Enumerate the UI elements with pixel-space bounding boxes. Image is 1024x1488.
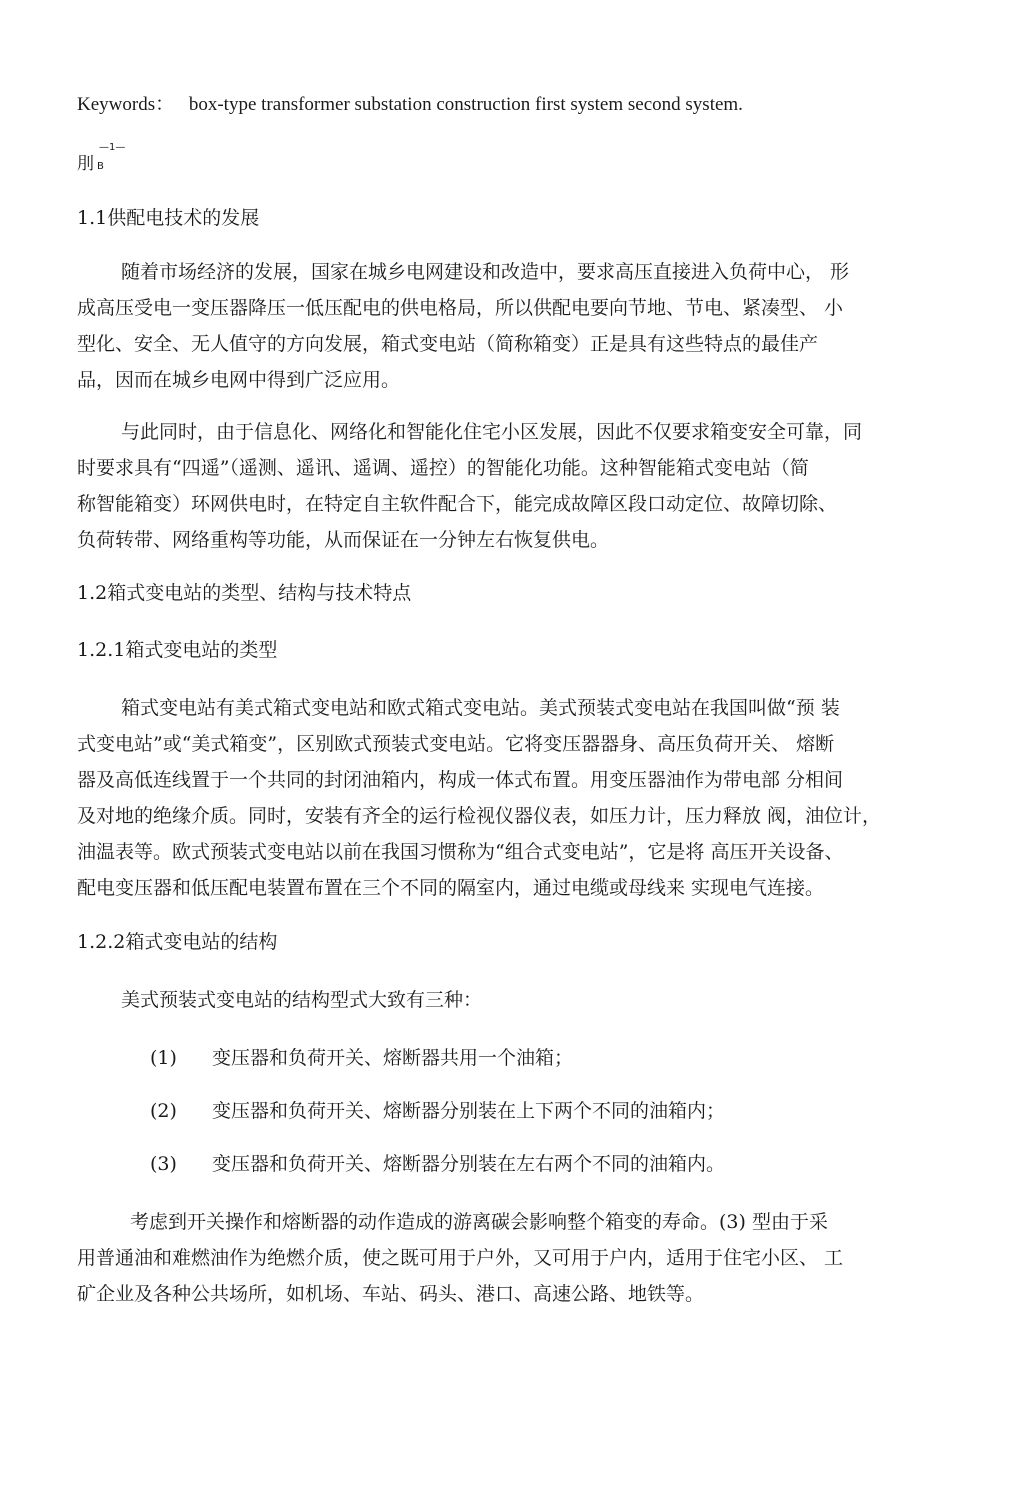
list-item-number: (1) [150,1047,177,1069]
paragraph-structure-intro [77,982,957,1018]
section-heading-1-2: 1.2箱式变电站的类型、结构与技术特点 [77,582,412,604]
paragraph-line: 器及高低连线置于一个共同的封闭油箱内，构成一体式布置。用变压器油作为带电部 分相间 [77,769,844,791]
list-item-number: (3) [150,1153,177,1175]
list-item [150,1152,725,1176]
list-item-number: (2) [150,1100,177,1122]
paragraph-line: 式变电站”或“美式箱变”，区别欧式预装式变电站。它将变压器器身、高压负荷开关、 熔断 [77,733,835,755]
list-item-text: 变压器和负荷开关、熔断器分别装在左右两个不同的油箱内。 [212,1153,726,1175]
paragraph-line: 成高压受电一变压器降压一低压配电的供电格局，所以供配电要向节地、节电、紧凑型、 小 [77,297,844,319]
paragraph-line: 及对地的绝缘介质。同时，安装有齐全的运行检视仪器仪表，如压力计，压力释放 阀，油位计， [77,805,882,827]
foreword-superscript: —1— [99,142,126,153]
paragraph-line: 矿企业及各种公共场所，如机场、车站、码头、港口、高速公路、地铁等。 [77,1283,705,1305]
section-heading-1-2-1: 1.2.1箱式变电站的类型 [77,639,278,661]
paragraph-line: 配电变压器和低压配电装置布置在三个不同的隔室内，通过电缆或母线来 实现电气连接。 [77,877,825,899]
list-item [150,1046,573,1070]
paragraph-line: 称智能箱变）环网供电时，在特定自主软件配合下，能完成故障区段口动定位、故障切除、 [77,493,838,515]
paragraph-intelligent-substation [77,414,957,558]
paragraph-line: 型化、安全、无人值守的方向发展，箱式变电站（简称箱变）正是具有这些特点的最佳产 [77,333,819,355]
paragraph-line: 与此同时，由于信息化、网络化和智能化住宅小区发展，因此不仅要求箱变安全可靠，同 [121,421,863,443]
section-heading-1-2-2: 1.2.2箱式变电站的结构 [77,931,278,953]
keywords-text: box-type transformer substation construction first system second system. [188,94,743,115]
paragraph-power-supply-development [77,254,957,398]
foreword-main: 刖 [77,154,94,174]
list-item-text: 变压器和负荷开关、熔断器分别装在上下两个不同的油箱内； [212,1100,726,1122]
foreword-subscript: B [97,161,104,172]
paragraph-line: 负荷转带、网络重构等功能，从而保证在一分钟左右恢复供电。 [77,529,610,551]
foreword-heading [77,142,157,176]
paragraph-substation-types [77,690,957,906]
list-item [150,1099,725,1123]
paragraph-line: 美式预装式变电站的结构型式大致有三种： [121,989,483,1011]
keywords-line [77,93,743,117]
paragraph-line: 随着市场经济的发展，国家在城乡电网建设和改造中，要求高压直接进入负荷中心， 形 [121,261,850,283]
paragraph-line: 箱式变电站有美式箱式变电站和欧式箱式变电站。美式预装式变电站在我国叫做“预 装 [121,697,840,719]
paragraph-line: 时要求具有“四遥”（遥测、遥讯、遥调、遥控）的智能化功能。这种智能箱式变电站（简 [77,457,809,479]
paragraph-line: 用普通油和难燃油作为绝燃介质，使之既可用于户外，又可用于户内，适用于住宅小区、 工 [77,1247,844,1269]
keywords-label: Keywords： [77,94,175,115]
section-heading-1-1: 1.1供配电技术的发展 [77,207,260,229]
list-item-text: 变压器和负荷开关、熔断器共用一个油箱； [212,1047,574,1069]
paragraph-line: 考虑到开关操作和熔断器的动作造成的游离碳会影响整个箱变的寿命。(3) 型由于采 [130,1211,828,1233]
paragraph-oil-type-conclusion [77,1204,957,1312]
paragraph-line: 油温表等。欧式预装式变电站以前在我国习惯称为“组合式变电站”，它是将 高压开关设备、 [77,841,844,863]
paragraph-line: 品，因而在城乡电网中得到广泛应用。 [77,369,401,391]
